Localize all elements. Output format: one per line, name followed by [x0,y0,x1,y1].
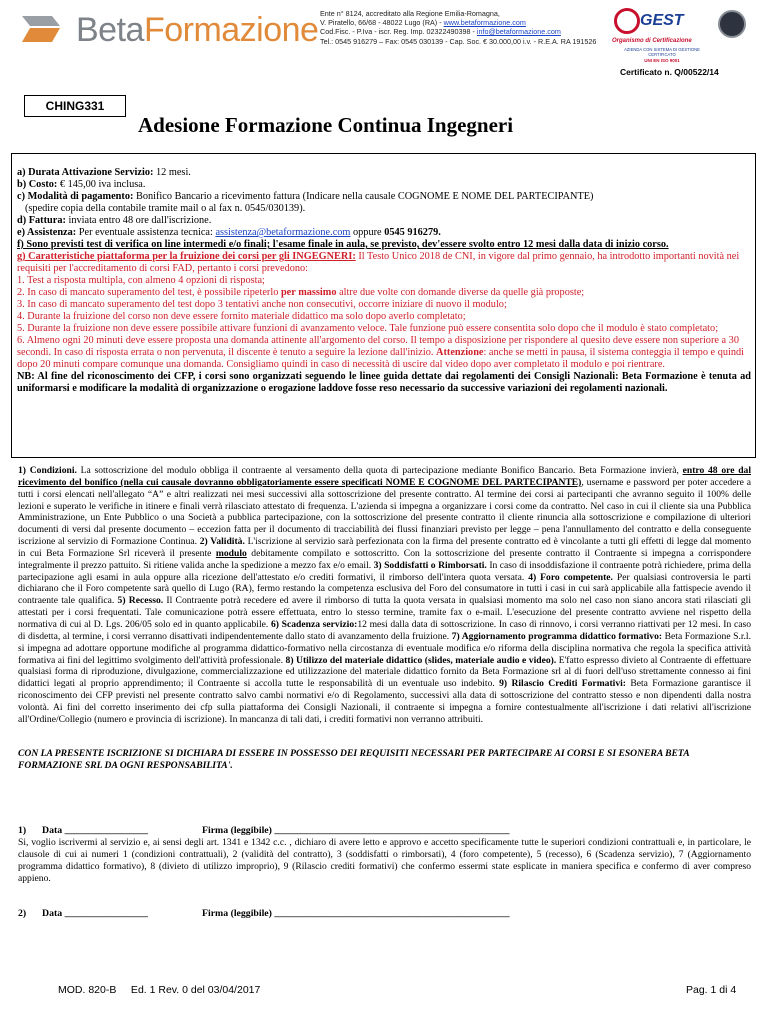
summary-nb: NB: Al fine del riconoscimento dei CFP, i corsi sono organizzati seguendo le linee guida dettate dai regolamenti dei Consigli Nazionali: Beta Formazione è tenuta ad uniformarsi e modificare la modalità di organizzazione o erogazione laddove fosse reso necessario da successive variazioni dei regolamenti nazionali. [17,371,751,394]
page-title: Adesione Formazione Continua Ingegneri [138,113,514,137]
assistance-email-link[interactable]: assistenza@betaformazione.com [215,227,351,238]
summary-platform [17,251,751,275]
summary-payment [17,191,751,203]
summary-invoice-value: inviata entro 48 ore dall'iscrizione. [65,215,212,226]
certificate-number: Certificato n. Q/00522/14 [620,67,719,77]
website-link[interactable]: www.betaformazione.com [443,18,526,28]
signature-row-2-number: 2) [18,908,27,919]
condition-5-label: 5) Recesso. [117,595,164,607]
platform-item-2 [17,287,751,299]
date-field-1[interactable]: Data _________________ [42,825,148,836]
condition-2-label: 2) Validità. [199,536,245,548]
summary-payment-label: c) Modalità di pagamento: [17,191,134,202]
email-link[interactable]: info@betaformazione.com [476,27,561,37]
condition-2-text-c: debitamente compilato e sottoscritto. Con la sottoscrizione del presente contratto il Contraente si impegna a corrispondere integralmente il prezzo pattuito. Si ritiene valida anche la spedizione a mezzo fax e/o email. [18,547,751,571]
signature-field-1[interactable]: Firma (leggibile) ________________________________________________ [202,825,510,836]
condition-9-label: 9) Rilascio Crediti Formativi: [499,678,626,690]
platform-item-5: 5. Durante la fruizione non deve essere possibile attivare funzioni di avanzamento veloce. Tale funzione può essere consentita solo dopo che il modulo è stato completato; [17,323,719,334]
summary-duration-label: a) Durata Attivazione Servizio: [17,167,154,178]
entity-fiscal [320,27,605,36]
condition-5-text: Il Contraente potrà recedere ed avere il rimborso di tutta la quota versata in qualsiasi momento ma solo nel caso non siano ancora stati rilasciati gli attestati per i corsi frequentati. Tale comunicazione potrà essere effettuata, entro lo stesso termine, tramite fax o e-mail. L'esecuzione del presente contratto avviene nel rispetto della normativa di cui al D. Lgs. 206/05 solo ed in quanto applicabile. [18,595,751,630]
entity-address-text: V. Piratello, 66/68 - 48022 Lugo (RA) - [320,18,444,28]
platform-item-2-a: 2. In caso di mancato superamento del test, è possibile ripeterlo [17,287,281,298]
certification-logos [610,6,748,68]
logo-word-formazione: Formazione [143,11,319,49]
summary-cost-label: b) Costo: [17,179,58,190]
condition-1-text-a: La sottoscrizione del modulo obbliga il contraente al versamento della quota di partecipazione mediante Bonifico Bancario. Beta Formazione invierà, [76,465,683,476]
platform-item-6-c: : anche se metti in pausa, il sistema conteggia il tempo e quindi dopo 20 minuti compare comunque una domanda. Consigliamo quindi in caso di necessità di uscire dal video dopo aver completato il modulo e poi rientrare. [17,347,745,370]
condition-9-text: Beta Formazione garantisce il riconoscimento dei CFP previsti nel presente contratto salvo cambi normativi e/o di Regolamento, successivi alla data di sottoscrizione del contratto stesso e non dipendenti dalla nostra volontà. Ai fini del corretto inserimento dei cfp sulla piattaforma dei Consigli Nazionali, il contraente si impegna a fornire contestualmente all'iscrizione i dati relativi all'iscrizione all'Ordine/Collegio (numero e provincia di iscrizione). In mancanza di tali dati, i crediti formativi non verranno attribuiti. [18,678,751,725]
declaration-statement: CON LA PRESENTE ISCRIZIONE SI DICHIARA DI ESSERE IN POSSESSO DEI REQUISITI NECESSARI PER PARTECIPARE AI CORSI E SI ESONERA BETA FORMAZIONE SRL DA OGNI RESPONSABILITA'. [18,748,690,771]
summary-assistance-text: Per eventuale assistenza tecnica: [76,227,216,238]
condition-6-label: 6) Scadenza servizio: [270,618,358,630]
platform-item-2-c: altre due volte con domande diverse da quelle già proposte; [336,287,585,298]
condition-7-label: 7) Aggiornamento programma didattico formativo: [451,630,663,642]
platform-item-6-attention: Attenzione [436,347,484,358]
document-header [0,0,770,80]
qgest-wordmark: GEST [640,12,684,29]
entity-contacts: Tel.: 0545 916279 – Fax: 0545 030139 - Cap. Soc. € 30.000,00 i.v. - R.E.A. RA 191526 [320,36,597,46]
platform-item-1: 1. Test a risposta multipla, con almeno 4 opzioni di risposta; [17,275,265,286]
summary-cost-value: € 145,00 iva inclusa. [57,179,146,190]
footer-form-code: MOD. 820-B Ed. 1 Rev. 0 del 03/04/2017 [58,984,261,996]
logo-word-beta: Beta [76,11,144,49]
logo-wordmark [76,10,318,50]
condition-2-text-b: modulo [215,547,247,559]
platform-item-3: 3. In caso di mancato superamento del test dopo 3 tentativi anche non consecutivi, occorre iniziare di nuovo il modulo; [17,299,507,310]
entity-info [320,9,605,46]
condition-8-text: E'fatto espresso divieto al Contraente di effettuare qualsiasi forma di riproduzione, divulgazione, commercializzazione ed utilizzazione del materiale didattico fornito da Beta Formazione srl al di fuori dell'uso strettamente connesso ai fini didattici legati al proprio apprendimento; il Contraente si accolla tutte le responsabilità di un eventuale uso indebito. [18,654,752,690]
condition-2-text-a: L'iscrizione al servizio sarà perfezionata con la firma del presente contratto ed è vincolante a tutti gli effetti di legge dal momento in cui Beta Formazione Srl riceverà il presente [18,536,751,559]
summary-assistance-or: oppure [350,227,385,238]
signature-row-1-number: 1) [18,825,27,836]
summary-cost [17,179,751,191]
summary-payment-value: Bonifico Bancario a ricevimento fattura (Indicare nella causale COGNOME E NOME DEL PARTECIPANTE) [133,191,594,202]
condition-4-text: Per qualsiasi controversia le parti dichiarano che il Foro competente sarà quello di Lugo (RA), fermo restando la competenza esclusiva del Foro del consumatore in tutti i casi in cui sarà applicabile alla fattispecie avendo il contraente tale qualifica. [18,571,752,607]
summary-invoice-label: d) Fattura: [17,215,66,226]
qgest-circle-icon [614,8,640,34]
signature-row-2 [18,908,510,919]
qgest-subtitle: Organismo di Certificazione [612,38,692,44]
condition-8-label: 8) Utilizzo del materiale didattico (slides, materiale audio e video). [285,654,557,666]
qgest-logo-icon [610,6,714,66]
betaformazione-logo [22,10,317,50]
platform-item-2-b: per massimo [280,287,337,298]
condition-7-text: Beta Formazione S.r.l. si impegna ad adottare opportune modifiche al programma didattico-formativo nella circostanza di eventuale modifica e/o riforma della disciplina normativa che regola la specifica attività formativa ai fini del legittimo svolgimento dell'attività professionale. [18,630,751,666]
condition-4-label: 4) Foro competente. [528,571,613,583]
betaformazione-logo-icon [22,12,68,46]
summary-platform-text: Il Testo Unico 2018 de CNI, in vigore dal primo gennaio, ha introdotto importanti novità nei requisiti per l'accreditamento di corsi FAD, pertanto i corsi prevedono: [17,251,740,274]
condition-1-text-c: , username e password per poter accedere a tutti i corsi elencati nell'allegato “A” e altri realizzati nei mesi successivi alla sottoscrizione del presente contratto. Al termine dei corsi ai partecipanti che avranno seguito il 100% delle lezioni e superato le verifiche in itinere e finali verrà rilasciato attestato di frequenza. L'azienda si impegna a organizzare i corsi come da contratto. Nel caso in cui il cliente sia una Pubblica Amministrazione, un Ente Pubblico o una Società a pubblica partecipazione, con la sottoscrizione del presente contratto il cliente rinuncia alla sottoscrizione e compilazione di ulteriori documenti di versi dal presente documento – eccezion fatta per il documento di tracciabilità dei flussi finanziari previsto per legge – pena l'annullamento del contratto e della conseguente iscrizione al servizio di Formazione Continua. [18,476,751,548]
conditions-paragraph [18,465,751,726]
qgest-standard: UNI EN ISO 9001 [644,58,680,63]
condition-6-text: 12 mesi dalla data di sottoscrizione. In caso di rinnovo, i corsi verranno riattivati per 12 mesi. In caso di disdetta, al termine, i corsi verranno disattivati indipendentemente dallo stato di avanzamento della fruizione. [18,618,751,642]
summary-invoice [17,215,751,227]
entity-fiscal-text: Cod.Fisc. - P.Iva - iscr. Reg. Imp. 02322490398 - [320,27,477,37]
condition-3-text: In caso di insoddisfazione il contraente potrà richiedere, prima della partecipazione agli esami in aula oppure alla ricezione dell'attestato e/o crediti formativi, il rimborso dell'intera quota versata. [18,559,752,583]
signature-row-1 [18,825,510,836]
signature-field-2[interactable]: Firma (leggibile) ________________________________________________ [202,908,510,919]
summary-duration [17,167,751,179]
platform-item-6-a: 6. Almeno ogni 20 minuti deve essere proposta una domanda attinente all'argomento del corso. Il tempo a disposizione per rispondere al quesito deve essere non superiore a 30 secondi. In caso di risposta errata o non pervenuta, il discente è tenuto a seguire la lezione dall'inizio. [17,335,739,358]
entity-address [320,18,605,27]
qgest-note: AZIENDA CON SISTEMA DI GESTIONE CERTIFICATO [624,47,700,57]
document-code: CHING331 [24,95,126,117]
summary-payment-note: (spedire copia della contabile tramite mail o al fax n. 0545/030139). [25,203,306,214]
summary-duration-value: 12 mesi. [153,167,191,178]
platform-item-6 [17,335,751,371]
entity-accreditation: Ente n° 8124, accreditato alla Regione Emilia-Romagna, [320,9,500,18]
summary-platform-label: g) Caratteristiche piattaforma per la fruizione dei corsi per gli INGEGNERI: [17,251,356,262]
date-field-2[interactable]: Data _________________ [42,908,148,919]
summary-tests: f) Sono previsti test di verifica on line intermedi e/o finali; l'esame finale in aula, se previsto, dev'essere svolto entro 12 mesi dalla data di inizio corso. [17,239,669,250]
summary-assistance [17,227,751,239]
condition-1-label: 1) Condizioni. [18,465,77,476]
page-number: Pag. 1 di 4 [686,984,737,996]
summary-assistance-label: e) Assistenza: [17,227,77,238]
service-summary [17,167,751,395]
condition-1-text-b: entro 48 ore dal ricevimento del bonifico (nella cui causale dovranno obbligatoriamente essere specificati NOME E COGNOME DEL PARTECIPANTE) [18,465,751,488]
contract-conditions [18,465,751,726]
assistance-phone: 0545 916279. [384,227,441,238]
consent-clause: Si, voglio iscrivermi al servizio e, ai sensi degli art. 1341 e 1342 c.c. , dichiaro di avere letto e approvo e accetto specificamente tutte le superiori condizioni contrattuali e, in particolare, le clausole di cui ai numeri 1 (condizioni contrattuali), 2 (validità del contratto), 3 (soddisfatti o rimborsati), 4 (foro competente), 5 (recesso), 6 (Scadenza servizio), 7 (Aggiornamento programma didattico formativo), 8 (divieto di utilizzo improprio), 9 (Rilascio crediti formativi) che confermo essermi state esplicate in maniera specifica e confermo di aver compreso appieno. [18,837,751,884]
accredia-seal-icon [718,10,746,38]
condition-3-label: 3) Soddisfatti o Rimborsati. [373,559,487,571]
platform-item-4: 4. Durante la fruizione del corso non deve essere fornito materiale didattico ma solo dopo averlo completato; [17,311,466,322]
